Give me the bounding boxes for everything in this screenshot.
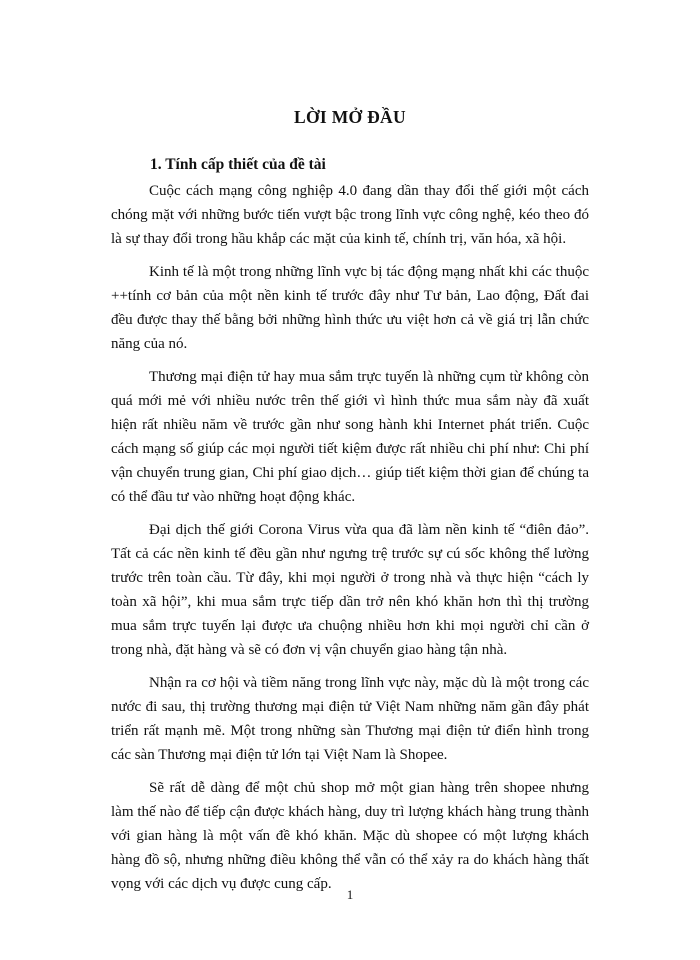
paragraph-6: Sẽ rất dễ dàng để một chủ shop mở một gian hàng trên shopee nhưng làm thế nào để tiếp cận được khách hàng, duy trì lượng khách hàng trung thành với gian hàng là một vấn đề khó khăn. Mặc dù shopee có một lượng khách hàng đồ sộ, nhưng những điều không thể vẫn có thể xảy ra do khách hàng thất vọng với các dịch vụ được cung cấp.: [111, 780, 589, 892]
section-heading: 1. Tính cấp thiết của đề tài: [150, 156, 326, 173]
body-text: [111, 179, 589, 905]
paragraph-1: Cuộc cách mạng công nghiệp 4.0 đang dần thay đổi thế giới một cách chóng mặt với những bước tiến vượt bậc trong lĩnh vực công nghệ, kéo theo đó là sự thay đổi trong hầu khắp các mặt của kinh tế, chính trị, văn hóa, xã hội.: [111, 183, 589, 247]
paragraph-2: Kinh tế là một trong những lĩnh vực bị tác động mạng nhất khi các thuộc ++tính cơ bản của một nền kinh tế trước đây như Tư bản, Lao động, Đất đai đều được thay thế bằng bởi những hình thức ưu việt hơn cả về giá trị lẫn chức năng của nó.: [111, 264, 589, 352]
paragraph-4: Đại dịch thế giới Corona Virus vừa qua đã làm nền kinh tế “điên đảo”. Tất cả các nền kinh tế đều gần như ngưng trệ trước sự cú sốc không thể lường trước trên toàn cầu. Từ đây, khi mọi người ở trong nhà và thực hiện “cách ly toàn xã hội”, khi mua sắm trực tiếp dần trở nên khó khăn hơn thì thị trường mua sắm trực tuyến lại được ưa chuộng nhiều hơn khi mọi người chỉ cần ở trong nhà, đặt hàng và sẽ có đơn vị vận chuyển giao hàng tận nhà.: [111, 522, 589, 658]
paragraph-3: Thương mại điện tử hay mua sắm trực tuyến là những cụm từ không còn quá mới mẻ với nhiều nước trên thế giới vì hình thức mua sắm này đã xuất hiện rất nhiều năm về trước gần như song hành khi Internet phát triển. Cuộc cách mạng số giúp các mọi người tiết kiệm được rất nhiều chi phí như: Chi phí vận chuyển trung gian, Chi phí giao dịch… giúp tiết kiệm thời gian để chúng ta có thể đầu tư vào những hoạt động khác.: [111, 369, 589, 505]
page-title: LỜI MỞ ĐẦU: [294, 107, 406, 127]
page-number: 1: [346, 887, 354, 902]
paragraph-5: Nhận ra cơ hội và tiềm năng trong lĩnh vực này, mặc dù là một trong các nước đi sau, thị trường thương mại điện tử Việt Nam những năm gần đây phát triển rất mạnh mẽ. Một trong những sàn Thương mại điện tử điển hình trong các sàn Thương mại điện tử lớn tại Việt Nam là Shopee.: [111, 675, 589, 763]
